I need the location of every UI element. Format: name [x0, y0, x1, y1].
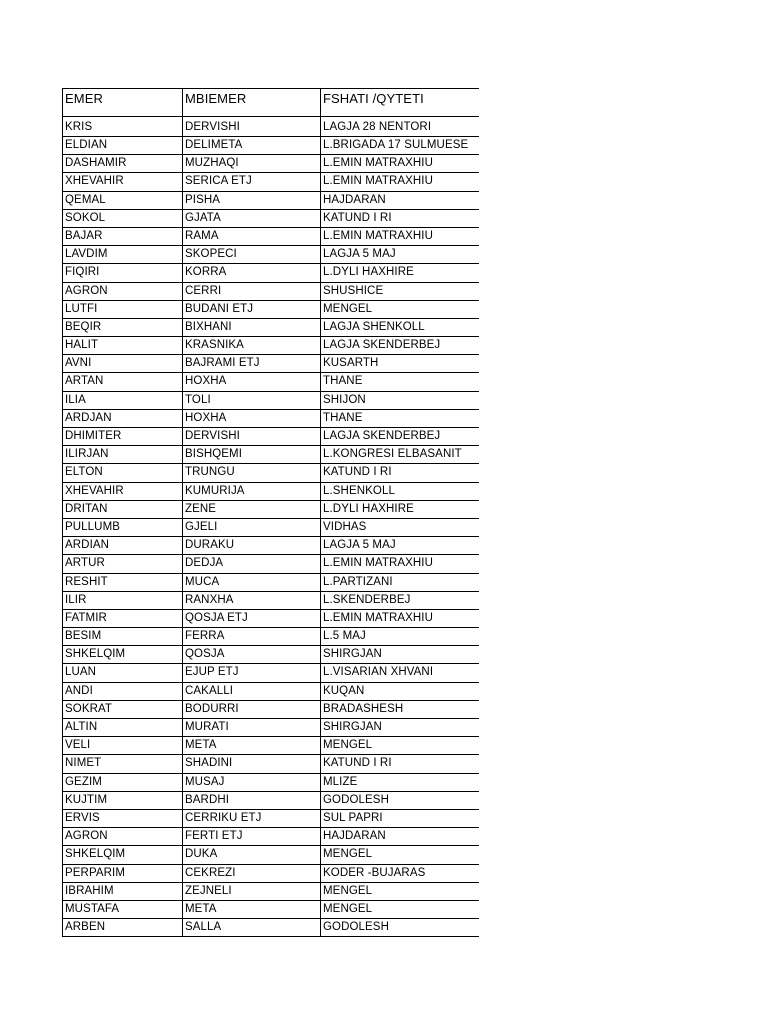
table-row [63, 719, 479, 737]
cell-mbiemer: SKOPECI [183, 246, 321, 264]
cell-emer: KRIS [63, 117, 183, 137]
cell-mbiemer: MURATI [183, 719, 321, 737]
cell-mbiemer: FERTI ETJ [183, 828, 321, 846]
cell-mbiemer: ZEJNELI [183, 882, 321, 900]
cell-emer: ILIRJAN [63, 446, 183, 464]
table-row [63, 882, 479, 900]
table-row [63, 773, 479, 791]
cell-emer: ILIA [63, 391, 183, 409]
table-row [63, 227, 479, 245]
cell-mbiemer: SERICA ETJ [183, 173, 321, 191]
table-row [63, 137, 479, 155]
table-row [63, 373, 479, 391]
names-table [62, 88, 479, 937]
table-row [63, 428, 479, 446]
table-row [63, 609, 479, 627]
cell-fshati-qyteti: KUQAN [321, 682, 479, 700]
cell-mbiemer: DURAKU [183, 537, 321, 555]
cell-mbiemer: CERRIKU ETJ [183, 809, 321, 827]
cell-emer: XHEVAHIR [63, 173, 183, 191]
spreadsheet-page [62, 88, 478, 937]
cell-fshati-qyteti: L.EMIN MATRAXHIU [321, 155, 479, 173]
cell-emer: SOKRAT [63, 700, 183, 718]
cell-fshati-qyteti: MENGEL [321, 846, 479, 864]
table-body [63, 117, 479, 937]
cell-fshati-qyteti: KODER -BUJARAS [321, 864, 479, 882]
cell-emer: GEZIM [63, 773, 183, 791]
cell-mbiemer: DELIMETA [183, 137, 321, 155]
cell-emer: BEQIR [63, 318, 183, 336]
table-row [63, 318, 479, 336]
cell-fshati-qyteti: LAGJA SKENDERBEJ [321, 337, 479, 355]
cell-mbiemer: TOLI [183, 391, 321, 409]
cell-emer: LUTFI [63, 300, 183, 318]
cell-mbiemer: FERRA [183, 628, 321, 646]
cell-emer: ILIR [63, 591, 183, 609]
table-row [63, 191, 479, 209]
table-row [63, 682, 479, 700]
cell-mbiemer: KORRA [183, 264, 321, 282]
cell-fshati-qyteti: SUL PAPRI [321, 809, 479, 827]
header-row [63, 89, 479, 117]
cell-fshati-qyteti: L.EMIN MATRAXHIU [321, 227, 479, 245]
cell-fshati-qyteti: MLIZE [321, 773, 479, 791]
cell-fshati-qyteti: SHIJON [321, 391, 479, 409]
cell-fshati-qyteti: SHIRGJAN [321, 719, 479, 737]
table-row [63, 391, 479, 409]
cell-mbiemer: GJELI [183, 518, 321, 536]
cell-emer: FATMIR [63, 609, 183, 627]
cell-fshati-qyteti: HAJDARAN [321, 828, 479, 846]
table-row [63, 573, 479, 591]
cell-emer: ERVIS [63, 809, 183, 827]
cell-emer: XHEVAHIR [63, 482, 183, 500]
table-row [63, 864, 479, 882]
cell-fshati-qyteti: L.DYLI HAXHIRE [321, 500, 479, 518]
cell-fshati-qyteti: GODOLESH [321, 791, 479, 809]
cell-fshati-qyteti: LAGJA 5 MAJ [321, 537, 479, 555]
cell-emer: PULLUMB [63, 518, 183, 536]
cell-emer: PERPARIM [63, 864, 183, 882]
cell-mbiemer: BAJRAMI ETJ [183, 355, 321, 373]
cell-emer: MUSTAFA [63, 900, 183, 918]
table-row [63, 500, 479, 518]
cell-emer: HALIT [63, 337, 183, 355]
cell-fshati-qyteti: L.5 MAJ [321, 628, 479, 646]
cell-mbiemer: RAMA [183, 227, 321, 245]
cell-mbiemer: ZENE [183, 500, 321, 518]
cell-mbiemer: MUCA [183, 573, 321, 591]
table-row [63, 518, 479, 536]
cell-emer: AVNI [63, 355, 183, 373]
table-row [63, 464, 479, 482]
cell-mbiemer: EJUP ETJ [183, 664, 321, 682]
cell-fshati-qyteti: KATUND I RI [321, 755, 479, 773]
cell-emer: ALTIN [63, 719, 183, 737]
cell-mbiemer: GJATA [183, 209, 321, 227]
header-mbiemer: MBIEMER [183, 89, 321, 117]
cell-mbiemer: META [183, 900, 321, 918]
table-row [63, 155, 479, 173]
cell-mbiemer: CERRI [183, 282, 321, 300]
cell-mbiemer: SHADINI [183, 755, 321, 773]
table-row [63, 282, 479, 300]
cell-emer: ARBEN [63, 919, 183, 937]
cell-fshati-qyteti: L.SKENDERBEJ [321, 591, 479, 609]
cell-fshati-qyteti: L.BRIGADA 17 SULMUESE [321, 137, 479, 155]
cell-mbiemer: HOXHA [183, 409, 321, 427]
cell-fshati-qyteti: THANE [321, 373, 479, 391]
table-row [63, 664, 479, 682]
table-row [63, 446, 479, 464]
table-row [63, 791, 479, 809]
table-row [63, 355, 479, 373]
cell-emer: NIMET [63, 755, 183, 773]
table-row [63, 628, 479, 646]
cell-emer: BAJAR [63, 227, 183, 245]
header-emer: EMER [63, 89, 183, 117]
table-row [63, 737, 479, 755]
cell-mbiemer: SALLA [183, 919, 321, 937]
cell-fshati-qyteti: MENGEL [321, 737, 479, 755]
cell-emer: DASHAMIR [63, 155, 183, 173]
cell-emer: SOKOL [63, 209, 183, 227]
cell-mbiemer: CEKREZI [183, 864, 321, 882]
table-row [63, 173, 479, 191]
table-row [63, 117, 479, 137]
cell-mbiemer: DEDJA [183, 555, 321, 573]
cell-fshati-qyteti: L.EMIN MATRAXHIU [321, 173, 479, 191]
cell-emer: AGRON [63, 828, 183, 846]
cell-mbiemer: BIXHANI [183, 318, 321, 336]
cell-fshati-qyteti: MENGEL [321, 900, 479, 918]
cell-fshati-qyteti: LAGJA SHENKOLL [321, 318, 479, 336]
cell-fshati-qyteti: L.SHENKOLL [321, 482, 479, 500]
cell-fshati-qyteti: L.KONGRESI ELBASANIT [321, 446, 479, 464]
cell-mbiemer: MUSAJ [183, 773, 321, 791]
cell-mbiemer: MUZHAQI [183, 155, 321, 173]
cell-emer: VELI [63, 737, 183, 755]
table-header [63, 89, 479, 117]
cell-fshati-qyteti: HAJDARAN [321, 191, 479, 209]
cell-emer: DHIMITER [63, 428, 183, 446]
cell-mbiemer: DERVISHI [183, 117, 321, 137]
cell-mbiemer: KUMURIJA [183, 482, 321, 500]
cell-emer: ELDIAN [63, 137, 183, 155]
cell-emer: DRITAN [63, 500, 183, 518]
cell-emer: KUJTIM [63, 791, 183, 809]
cell-fshati-qyteti: MENGEL [321, 882, 479, 900]
cell-emer: SHKELQIM [63, 646, 183, 664]
table-row [63, 846, 479, 864]
cell-emer: LAVDIM [63, 246, 183, 264]
cell-fshati-qyteti: SHUSHICE [321, 282, 479, 300]
cell-fshati-qyteti: L.VISARIAN XHVANI [321, 664, 479, 682]
cell-mbiemer: BODURRI [183, 700, 321, 718]
table-row [63, 246, 479, 264]
table-row [63, 264, 479, 282]
table-row [63, 919, 479, 937]
cell-fshati-qyteti: LAGJA 5 MAJ [321, 246, 479, 264]
cell-mbiemer: BUDANI ETJ [183, 300, 321, 318]
cell-fshati-qyteti: LAGJA 28 NENTORI [321, 117, 479, 137]
cell-fshati-qyteti: MENGEL [321, 300, 479, 318]
cell-mbiemer: QOSJA ETJ [183, 609, 321, 627]
header-fshati-qyteti: FSHATI /QYTETI [321, 89, 479, 117]
cell-fshati-qyteti: L.EMIN MATRAXHIU [321, 609, 479, 627]
cell-mbiemer: PISHA [183, 191, 321, 209]
table-row [63, 482, 479, 500]
cell-mbiemer: TRUNGU [183, 464, 321, 482]
cell-emer: ARTAN [63, 373, 183, 391]
cell-fshati-qyteti: VIDHAS [321, 518, 479, 536]
cell-mbiemer: DUKA [183, 846, 321, 864]
cell-fshati-qyteti: LAGJA SKENDERBEJ [321, 428, 479, 446]
cell-fshati-qyteti: BRADASHESH [321, 700, 479, 718]
cell-emer: SHKELQIM [63, 846, 183, 864]
cell-mbiemer: RANXHA [183, 591, 321, 609]
table-row [63, 828, 479, 846]
cell-fshati-qyteti: KUSARTH [321, 355, 479, 373]
cell-mbiemer: HOXHA [183, 373, 321, 391]
table-row [63, 409, 479, 427]
cell-fshati-qyteti: KATUND I RI [321, 209, 479, 227]
table-row [63, 537, 479, 555]
cell-emer: BESIM [63, 628, 183, 646]
cell-emer: AGRON [63, 282, 183, 300]
table-row [63, 591, 479, 609]
cell-fshati-qyteti: L.EMIN MATRAXHIU [321, 555, 479, 573]
cell-emer: RESHIT [63, 573, 183, 591]
cell-emer: LUAN [63, 664, 183, 682]
cell-emer: ARDJAN [63, 409, 183, 427]
cell-mbiemer: BARDHI [183, 791, 321, 809]
cell-emer: FIQIRI [63, 264, 183, 282]
table-row [63, 809, 479, 827]
cell-fshati-qyteti: KATUND I RI [321, 464, 479, 482]
cell-fshati-qyteti: L.PARTIZANI [321, 573, 479, 591]
table-row [63, 646, 479, 664]
table-row [63, 337, 479, 355]
cell-fshati-qyteti: L.DYLI HAXHIRE [321, 264, 479, 282]
table-row [63, 900, 479, 918]
cell-mbiemer: CAKALLI [183, 682, 321, 700]
cell-emer: ELTON [63, 464, 183, 482]
cell-emer: ARDIAN [63, 537, 183, 555]
table-row [63, 555, 479, 573]
cell-fshati-qyteti: THANE [321, 409, 479, 427]
cell-fshati-qyteti: SHIRGJAN [321, 646, 479, 664]
cell-mbiemer: QOSJA [183, 646, 321, 664]
cell-mbiemer: BISHQEMI [183, 446, 321, 464]
table-row [63, 755, 479, 773]
table-row [63, 700, 479, 718]
cell-emer: ARTUR [63, 555, 183, 573]
cell-emer: ANDI [63, 682, 183, 700]
cell-fshati-qyteti: GODOLESH [321, 919, 479, 937]
cell-mbiemer: KRASNIKA [183, 337, 321, 355]
table-row [63, 209, 479, 227]
table-row [63, 300, 479, 318]
cell-emer: IBRAHIM [63, 882, 183, 900]
cell-emer: QEMAL [63, 191, 183, 209]
cell-mbiemer: DERVISHI [183, 428, 321, 446]
cell-mbiemer: META [183, 737, 321, 755]
